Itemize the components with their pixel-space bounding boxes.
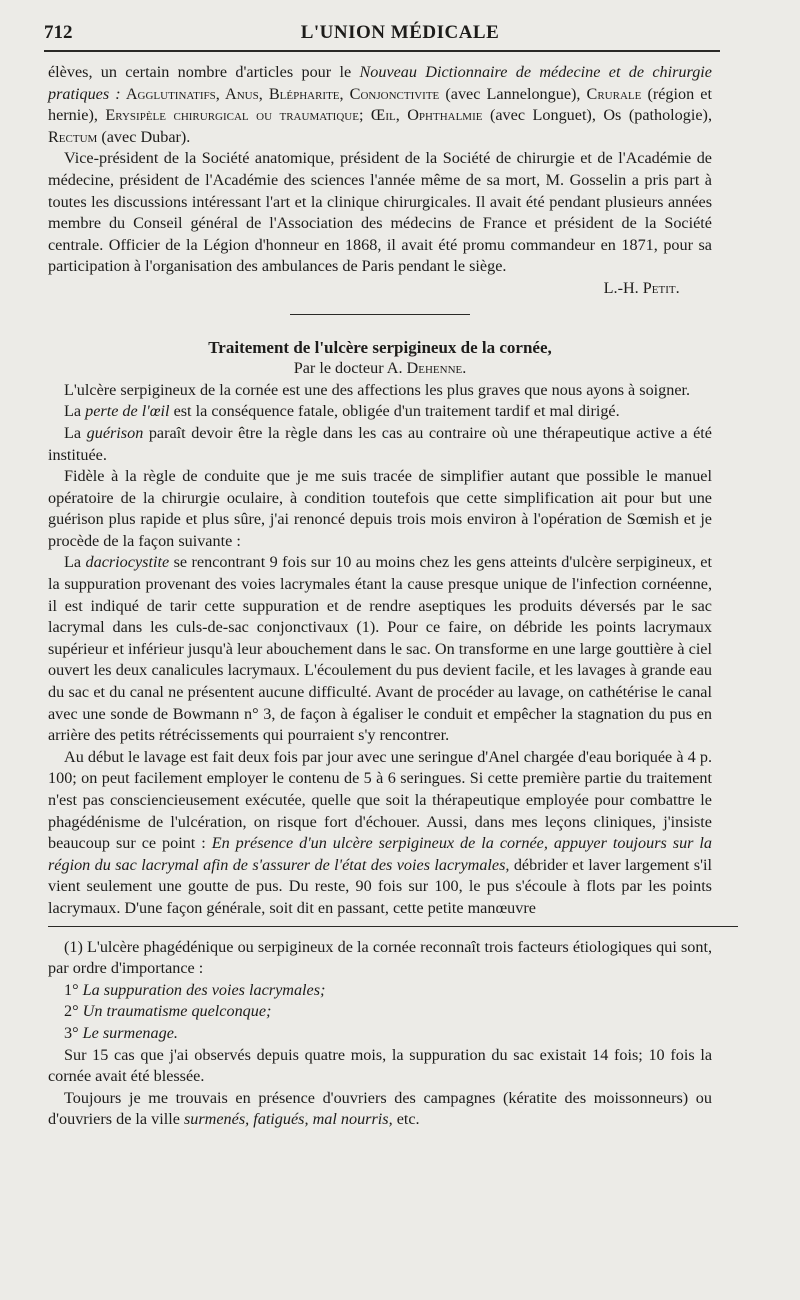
footnote-paragraph: Toujours je me trouvais en présence d'ouvriers des campagnes (kératite des moissonneurs) ou d'ouvriers de la ville surmenés, fatigués, mal nourris, etc. bbox=[48, 1088, 712, 1129]
article-paragraph: Au début le lavage est fait deux fois par jour avec une seringue d'Anel chargée d'eau boriquée à 4 p. 100; on peut facilement employer le contenu de 5 à 6 seringues. Si cette première partie du traitement n'est pas consciencieusement exécutée, quelle que soit la thérapeutique employée pour combattre le phagédénisme de l'ulcération, on risque fort d'échouer. Aussi, dans mes leçons cliniques, j'insiste beaucoup sur ce point : En présence d'un ulcère serpigineux de la cornée, appuyer toujours sur la région du sac lacrymal afin de s'assurer de l'état des voies lacrymales, débrider et laver largement s'il vient seulement une goutte de pus. Du reste, 90 fois sur 100, le pus s'écoule à flots par les points lacrymaux. D'une façon générale, soit dit en passant, cette petite manœuvre bbox=[48, 747, 713, 917]
footnotes bbox=[48, 937, 712, 1131]
footnote-intro: (1) L'ulcère phagédénique ou serpigineux de la cornée reconnaît trois facteurs étiologiques qui sont, par ordre d'importance : bbox=[48, 937, 712, 978]
article-paragraph: La guérison paraît devoir être la règle dans les cas au contraire où une thérapeutique active a été instituée. bbox=[48, 423, 712, 464]
section-divider bbox=[290, 314, 470, 315]
footnote-item: 3° Le surmenage. bbox=[64, 1023, 178, 1042]
footnote-item: 1° La suppuration des voies lacrymales; bbox=[64, 980, 326, 999]
obituary-paragraph: élèves, un certain nombre d'articles pour le Nouveau Dictionnaire de médecine et de chirurgie pratiques : Agglutinatifs, Anus, Blépharite, Conjonctivite (avec Lannelongue), Crurale (région et hernie), Erysipèle chirurgical ou traumatique; Œil, Ophthalmie (avec Longuet), Os (pathologie), Rectum (avec Dubar). bbox=[48, 63, 712, 146]
page-body bbox=[48, 62, 712, 1131]
article-paragraph: Fidèle à la règle de conduite que je me suis tracée de simplifier autant que possible le manuel opératoire de la chirurgie oculaire, à condition toutefois que cette simplification ait pour but une guérison plus rapide et plus sûre, j'ai renoncé depuis trois mois environ à l'opération de Sœmish et je procède de la façon suivante : bbox=[48, 467, 712, 550]
author-signature: L.-H. Petit. bbox=[603, 278, 680, 297]
header-rule bbox=[44, 50, 720, 52]
article-paragraph: L'ulcère serpigineux de la cornée est une des affections les plus graves que nous ayons à soigner. bbox=[64, 380, 691, 399]
journal-title: L'UNION MÉDICALE bbox=[300, 22, 500, 43]
article-title: Traitement de l'ulcère serpigineux de la cornée, bbox=[208, 337, 552, 357]
footnote-paragraph: Sur 15 cas que j'ai observés depuis quatre mois, la suppuration du sac existait 14 fois; 10 fois la cornée avait été blessée. bbox=[48, 1045, 712, 1086]
page-number: 712 bbox=[44, 22, 73, 43]
obituary-paragraph: Vice-président de la Société anatomique, président de la Société de chirurgie et de l'Académie de médecine, président de l'Académie des sciences l'année même de sa mort, M. Gosselin a pris part à toutes les discussions intéressant l'art et la clinique chirurgicales. Il avait été pendant plusieurs années membre du Conseil général de l'Association des médecins de France et président de la Société centrale. Officier de la Légion d'honneur en 1868, il avait été promu commandeur en 1871, pour sa participation à l'organisation des ambulances de Paris pendant le siège. bbox=[48, 149, 712, 276]
footnote-item: 2° Un traumatisme quelconque; bbox=[64, 1002, 272, 1021]
article-paragraph: La perte de l'œil est la conséquence fatale, obligée d'un traitement tardif et mal dirigé. bbox=[64, 402, 620, 421]
article-paragraph: La dacriocystite se rencontrant 9 fois sur 10 au moins chez les gens atteints d'ulcère serpigineux, et la suppuration provenant des voies lacrymales étant la cause presque unique de l'infection cornéenne, il est indiqué de tarir cette suppuration et de rendre aseptiques les produits déversés par le sac lacrymal dans les culs-de-sac conjonctivaux (1). Pour ce faire, on débride les points lacrymaux supérieur et inférieur jusqu'à leur abouchement dans le sac. On transforme en une large gouttière à ciel ouvert les deux canalicules lacrymaux. L'écoulement du pus devient facile, et les lavages à grande eau du sac et du canal ne présentent aucune difficulté. Avant de procéder au lavage, on cathétérise le canal avec une sonde de Bowmann n° 3, de façon à égaliser le conduit et empêcher la stagnation du pus en arrière des petits rétrécissements qui pourraient s'y rencontrer. bbox=[48, 553, 712, 745]
running-head bbox=[44, 18, 756, 48]
article-byline: Par le docteur A. Dehenne. bbox=[293, 359, 467, 378]
footnote-rule bbox=[48, 926, 738, 927]
